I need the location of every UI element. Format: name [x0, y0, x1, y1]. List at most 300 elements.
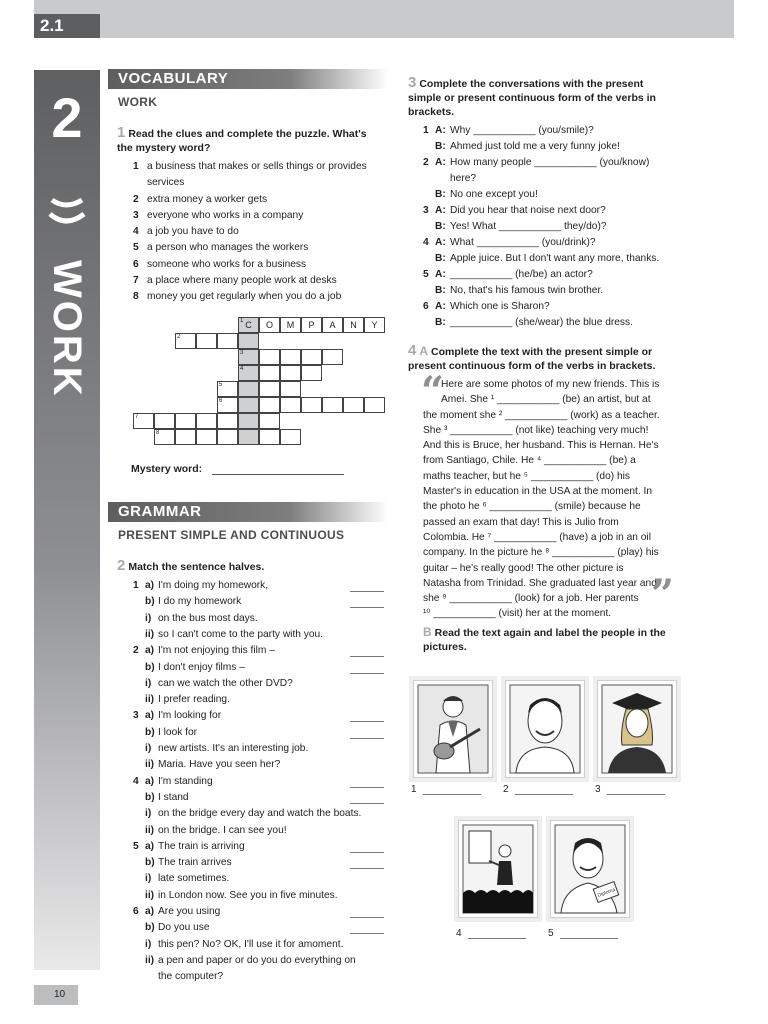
paragraph-line: from Santiago, Chile. He ⁴ ___________ (be) a [423, 455, 636, 467]
puzzle-cell[interactable] [301, 397, 322, 413]
puzzle-cell[interactable] [301, 365, 322, 381]
match-item [133, 920, 383, 936]
match-item [133, 774, 383, 790]
paragraph-line: And this is Bruce, her husband. This is Hernan. He's [423, 440, 659, 452]
puzzle-letter: C [245, 320, 252, 330]
speaker-label: A: [435, 301, 446, 312]
conversation-text: How many people ___________ (you/know) [450, 157, 650, 168]
clue-item [133, 224, 388, 240]
conversation-number [423, 139, 435, 155]
speaker-label: B: [435, 253, 446, 264]
clue-number-marker: 5 [219, 382, 223, 388]
exercise-number: 4 [408, 342, 417, 359]
clue-item [133, 208, 388, 224]
clue-number: 5 [133, 242, 139, 254]
paragraph-line: ¹⁰ ___________ (visit) her at the moment. [423, 608, 612, 620]
match-item [133, 871, 383, 887]
answer-blank[interactable] [350, 852, 384, 853]
item-number [133, 871, 145, 887]
item-number [133, 594, 145, 610]
conversation-number [423, 315, 435, 331]
item-number: 1 [133, 580, 139, 591]
match-item [133, 676, 383, 692]
puzzle-cell[interactable] [280, 397, 301, 413]
conversation-text: ___________ (she/wear) the blue dress. [450, 317, 633, 328]
item-letter: b) [145, 791, 155, 803]
puzzle-cell[interactable] [175, 429, 196, 445]
answer-blank[interactable] [350, 933, 384, 934]
puzzle-cell[interactable] [259, 429, 280, 445]
item-letter: i) [145, 873, 152, 885]
item-text: late sometimes. [158, 873, 230, 885]
answer-blank[interactable] [350, 787, 384, 788]
item-text: I'm looking for [158, 710, 222, 722]
speaker-label [435, 171, 450, 187]
unit-title: WORK [45, 260, 89, 399]
guitar-player-illustration [414, 681, 492, 777]
clue-number: 8 [133, 291, 139, 303]
puzzle-cell[interactable] [238, 365, 259, 381]
item-text: I prefer reading. [158, 694, 230, 706]
puzzle-cell[interactable] [238, 397, 259, 413]
match-item [133, 806, 383, 822]
clue-number-marker: 8 [156, 430, 160, 436]
instruction-text: Match the sentence halves. [128, 561, 265, 573]
item-number [133, 920, 145, 936]
picture-smiling-man [505, 680, 585, 778]
puzzle-cell[interactable] [196, 413, 217, 429]
item-number [133, 611, 145, 627]
match-item [133, 757, 383, 773]
paragraph-line: Here are some photos of my new friends. This is [441, 379, 660, 390]
conversation-line [423, 251, 683, 267]
answer-blank[interactable] [350, 803, 384, 804]
clue-text: a person who manages the workers [147, 242, 309, 254]
gap-fill-paragraph [423, 377, 677, 622]
paragraph-line: Natasha from Trinidad. She graduated last year and [423, 577, 657, 589]
match-item [133, 611, 383, 627]
paragraph-line: she ⁹ ___________ (look) for a job. Her parents [423, 593, 639, 605]
exercise-4b-instruction [423, 625, 683, 654]
conversation-line [423, 283, 683, 299]
item-text: I'm standing [158, 775, 213, 787]
item-letter: b) [145, 922, 155, 934]
item-text: on the bridge. I can see you! [158, 824, 287, 836]
answer-blank[interactable] [350, 656, 384, 657]
speaker-label: B: [435, 221, 446, 232]
part-letter: A [419, 344, 429, 358]
item-letter: i) [145, 677, 152, 689]
item-letter: ii) [145, 954, 155, 966]
exercise-3-instruction [408, 76, 678, 119]
picture-man-with-diploma [550, 820, 630, 918]
item-letter: a) [145, 906, 155, 917]
match-item [133, 627, 383, 643]
open-quote-icon: “ [421, 368, 445, 415]
item-number [133, 660, 145, 676]
match-item [133, 643, 383, 659]
paragraph-line: maths teacher, but he ⁵ ___________ (do) his [423, 470, 630, 482]
item-text: I'm doing my homework, [158, 580, 269, 591]
item-number [133, 888, 145, 904]
item-letter: i) [145, 808, 152, 820]
paragraph-line: She ³ ___________ (not like) teaching very much! [423, 424, 649, 436]
puzzle-letter: O [265, 320, 273, 330]
conversation-line [423, 315, 683, 331]
paragraph-line: the moment she ² ___________ (work) as a teacher. [423, 409, 660, 421]
item-letter: a) [145, 580, 155, 591]
clue-number: 1 [133, 161, 139, 172]
vocabulary-subheading: WORK [118, 95, 158, 109]
clue-number: 7 [133, 275, 139, 287]
match-item [133, 969, 383, 985]
item-letter: b) [145, 857, 155, 869]
puzzle-cell[interactable] [217, 333, 238, 349]
conversation-number [423, 251, 435, 267]
item-number [133, 806, 145, 822]
item-number [133, 627, 145, 643]
item-letter: a) [145, 710, 155, 722]
speaker-label: A: [435, 125, 446, 136]
item-number [133, 790, 145, 806]
conversation-line [423, 155, 683, 171]
item-number [133, 676, 145, 692]
puzzle-cell[interactable] [133, 413, 154, 429]
item-letter [145, 969, 158, 985]
puzzle-cell[interactable] [364, 317, 385, 333]
picture-teacher [458, 820, 538, 918]
clue-item [133, 192, 388, 208]
picture-graduate [597, 680, 677, 778]
conversation-text: here? [450, 173, 477, 184]
match-item [133, 790, 383, 806]
diploma-text: Diploma [596, 886, 617, 899]
puzzle-cell[interactable] [280, 429, 301, 445]
instruction-text: Complete the text with the present simple or present continuous form of the verbs in brackets. [408, 346, 656, 372]
puzzle-letter: Y [371, 320, 378, 330]
puzzle-cell[interactable] [196, 429, 217, 445]
puzzle-cell[interactable] [238, 429, 259, 445]
clue-text: a job you have to do [147, 226, 239, 238]
puzzle-cell[interactable] [364, 397, 385, 413]
conversation-text: Which one is Sharon? [450, 301, 550, 312]
unit-big-number: 2 [51, 86, 83, 149]
puzzle-cell[interactable] [217, 429, 238, 445]
instruction-text: Read the text again and label the people in the pictures. [423, 627, 666, 653]
instruction-text: Read the clues and complete the puzzle. What's the mystery word? [117, 128, 367, 154]
paragraph-line: company. In the picture he ⁸ ___________ (play) his [423, 547, 659, 559]
match-item [133, 660, 383, 676]
paragraph-line: Amei. She ¹ ___________ (be) an artist, but at [441, 394, 651, 406]
puzzle-cell[interactable] [322, 397, 343, 413]
item-number [133, 855, 145, 871]
item-letter: a) [145, 840, 155, 852]
crossword-puzzle [130, 317, 390, 457]
conversation-line [423, 219, 683, 235]
speaker-label: B: [435, 285, 446, 296]
answer-blank[interactable] [350, 591, 384, 592]
picture-label-2[interactable]: 2 [503, 784, 573, 795]
item-text: I look for [158, 726, 198, 738]
clue-number: 3 [133, 209, 139, 221]
puzzle-cell[interactable] [175, 413, 196, 429]
mystery-word-answer-line[interactable] [212, 474, 344, 475]
item-text: a pen and paper or do you do everything on [158, 954, 356, 966]
clue-text: money you get regularly when you do a job [147, 291, 342, 303]
vocabulary-heading: VOCABULARY [108, 69, 388, 89]
puzzle-cell[interactable] [259, 349, 280, 365]
item-text: Are you using [158, 906, 221, 917]
puzzle-cell[interactable] [238, 317, 259, 333]
item-number [133, 692, 145, 708]
part-letter: B [423, 625, 432, 639]
puzzle-cell[interactable] [280, 381, 301, 397]
item-letter: a) [145, 645, 155, 657]
puzzle-cell[interactable] [322, 317, 343, 333]
conversation-text: No, that's his famous twin brother. [450, 285, 604, 296]
item-number: 5 [133, 840, 139, 852]
item-letter: b) [145, 726, 155, 738]
conversation-text: Yes! What ___________ they/do)? [450, 221, 607, 232]
clue-number-marker: 6 [219, 398, 223, 404]
clue-text: a business that makes or sells things or provides services [147, 161, 367, 189]
exercise-4a-instruction [408, 344, 678, 373]
puzzle-cell[interactable] [259, 381, 280, 397]
clue-number: 4 [133, 226, 139, 238]
conversation-number [423, 171, 435, 187]
item-text: The train is arriving [158, 840, 245, 852]
item-letter: ii) [145, 759, 155, 771]
conversation-number: 5 [423, 269, 429, 280]
puzzle-cell[interactable] [217, 397, 238, 413]
paragraph-line: the photo he ⁶ ___________ (smile) because he [423, 501, 641, 513]
match-item [133, 725, 383, 741]
speaker-label: A: [435, 237, 446, 248]
item-number [133, 953, 145, 969]
clue-number-marker: 7 [135, 414, 139, 420]
item-text: Maria. Have you seen her? [158, 759, 281, 771]
match-item [133, 937, 383, 953]
item-letter: ii) [145, 889, 155, 901]
clue-text: everyone who works in a company [147, 209, 304, 221]
match-item [133, 594, 383, 610]
conversation-number [423, 219, 435, 235]
match-item [133, 888, 383, 904]
item-text: so I can't come to the party with you. [158, 628, 324, 640]
item-letter: i) [145, 938, 152, 950]
clue-item [133, 289, 388, 305]
item-text: on the bridge every day and watch the boats. [158, 808, 362, 820]
item-number [133, 969, 145, 985]
clue-item [133, 240, 388, 256]
puzzle-cell[interactable] [343, 317, 364, 333]
puzzle-cell[interactable] [217, 413, 238, 429]
exercise-1-instruction [117, 126, 382, 155]
item-number [133, 937, 145, 953]
puzzle-cell[interactable] [280, 349, 301, 365]
puzzle-cell[interactable] [322, 349, 343, 365]
match-item [133, 839, 383, 855]
speaker-label: A: [435, 205, 446, 216]
speaker-label: A: [435, 269, 446, 280]
speaker-label: B: [435, 189, 446, 200]
item-text: in London now. See you in five minutes. [158, 889, 338, 901]
clue-number-marker: 1 [240, 318, 244, 324]
clue-item [133, 273, 388, 289]
unit-number: 2.1 [34, 14, 100, 38]
item-number [133, 757, 145, 773]
conversation-text: What ___________ (you/drink)? [450, 237, 596, 248]
puzzle-letter: P [308, 320, 315, 330]
clue-list [133, 159, 388, 306]
puzzle-cell[interactable] [196, 333, 217, 349]
puzzle-letter: N [350, 320, 357, 330]
item-text: The train arrives [158, 857, 232, 869]
answer-blank[interactable] [350, 868, 384, 869]
answer-blank[interactable] [350, 738, 384, 739]
conversation-line [423, 299, 683, 315]
instruction-text: Complete the conversations with the present simple or present continuous form of the verbs in brackets. [408, 78, 656, 118]
match-item [133, 904, 383, 920]
item-text: the computer? [158, 971, 224, 983]
puzzle-cell[interactable] [175, 333, 196, 349]
conversation-number [423, 187, 435, 203]
puzzle-cell[interactable] [259, 413, 280, 429]
match-item [133, 578, 383, 594]
puzzle-cell[interactable] [238, 381, 259, 397]
paragraph-line: guitar – he's really good! The other picture is [423, 562, 624, 574]
conversation-line [423, 171, 683, 187]
puzzle-letter: M [286, 320, 295, 330]
conversation-text: Did you hear that noise next door? [450, 205, 606, 216]
paragraph-line: passed an exam that day! This is Julio from [423, 516, 619, 528]
item-text: I do my homework [158, 596, 242, 608]
clue-number-marker: 4 [240, 366, 244, 372]
smiling-man-illustration [506, 681, 584, 777]
unit-sidebar [34, 70, 100, 970]
item-letter: i) [145, 743, 152, 754]
conversation-text: Apple juice. But I don't want any more, thanks. [450, 253, 660, 264]
item-letter: ii) [145, 694, 155, 706]
conversation-number: 4 [423, 237, 429, 248]
puzzle-cell[interactable] [301, 349, 322, 365]
item-letter: ii) [145, 628, 155, 640]
paragraph-line: Colombia. He ⁷ ___________ (have) a job in an oil [423, 531, 651, 543]
item-number [133, 823, 145, 839]
item-text: I stand [158, 791, 189, 803]
exercise-number: 2 [117, 557, 126, 574]
picture-label-4[interactable]: 4 [456, 928, 526, 939]
answer-blank[interactable] [350, 917, 384, 918]
conversation-number: 2 [423, 157, 429, 168]
top-bar [34, 0, 734, 38]
conversation-line [423, 123, 683, 139]
page-number: 10 [34, 985, 78, 1005]
speaker-label: B: [435, 141, 446, 152]
puzzle-cell[interactable] [154, 429, 175, 445]
grammar-subheading: PRESENT SIMPLE AND CONTINUOUS [118, 528, 345, 542]
exercise-number: 1 [117, 124, 126, 141]
clue-text: a place where many people work at desks [147, 275, 337, 287]
puzzle-cell[interactable] [280, 317, 301, 333]
clue-item [133, 257, 388, 273]
close-quote-icon: ” [651, 571, 675, 618]
puzzle-cell[interactable] [301, 317, 322, 333]
conversation-text: Why ___________ (you/smile)? [450, 125, 594, 136]
item-letter: i) [145, 612, 152, 624]
clue-number: 2 [133, 193, 139, 205]
puzzle-cell[interactable] [259, 397, 280, 413]
match-item [133, 741, 383, 757]
clue-number-marker: 2 [177, 334, 181, 340]
puzzle-cell[interactable] [238, 413, 259, 429]
clue-item [133, 159, 388, 192]
answer-blank[interactable] [350, 607, 384, 608]
conversation-line [423, 139, 683, 155]
conversation-text: No one except you! [450, 189, 538, 200]
conversation-number [423, 283, 435, 299]
match-item [133, 692, 383, 708]
speaker-label: B: [435, 317, 446, 328]
match-item [133, 855, 383, 871]
man-with-diploma-illustration [551, 821, 629, 917]
conversation-number: 3 [423, 205, 429, 216]
conversation-line [423, 203, 683, 219]
item-number: 3 [133, 710, 139, 722]
sound-waves-icon [48, 188, 88, 248]
match-item [133, 708, 383, 724]
answer-blank[interactable] [350, 721, 384, 722]
item-text: can we watch the other DVD? [158, 677, 293, 689]
match-item [133, 823, 383, 839]
item-text: new artists. It's an interesting job. [158, 743, 309, 754]
puzzle-cell[interactable] [259, 317, 280, 333]
puzzle-cell[interactable] [280, 365, 301, 381]
picture-label-3[interactable]: 3 [595, 784, 665, 795]
item-letter: ii) [145, 824, 155, 836]
conversation-number: 1 [423, 125, 429, 136]
clue-number-marker: 3 [240, 350, 244, 356]
item-number: 6 [133, 906, 139, 917]
picture-label-1[interactable]: 1 [411, 784, 481, 795]
conversation-text: ___________ (he/be) an actor? [450, 269, 593, 280]
item-number [133, 741, 145, 757]
item-text: I don't enjoy films – [158, 661, 245, 673]
grammar-heading: GRAMMAR [108, 502, 388, 522]
puzzle-cell[interactable] [259, 365, 280, 381]
conversation-text: Ahmed just told me a very funny joke! [450, 141, 620, 152]
exercise-number: 3 [408, 74, 417, 91]
puzzle-letter: A [329, 320, 336, 330]
answer-blank[interactable] [350, 673, 384, 674]
speaker-label: A: [435, 157, 446, 168]
conversation-line [423, 187, 683, 203]
graduate-illustration [598, 681, 676, 777]
conversation-line [423, 235, 683, 251]
mystery-word-label: Mystery word: [131, 463, 203, 475]
item-number: 2 [133, 645, 139, 657]
puzzle-cell[interactable] [343, 397, 364, 413]
clue-text: someone who works for a business [147, 258, 307, 270]
picture-label-5[interactable]: 5 [548, 928, 618, 939]
item-number: 4 [133, 775, 139, 787]
item-text: Do you use [158, 922, 210, 934]
teacher-illustration [459, 821, 537, 917]
item-letter: b) [145, 596, 155, 608]
paragraph-line: Master's in education in the USA at the moment. In [423, 486, 653, 498]
picture-guitar-player [413, 680, 493, 778]
item-letter: a) [145, 775, 155, 787]
